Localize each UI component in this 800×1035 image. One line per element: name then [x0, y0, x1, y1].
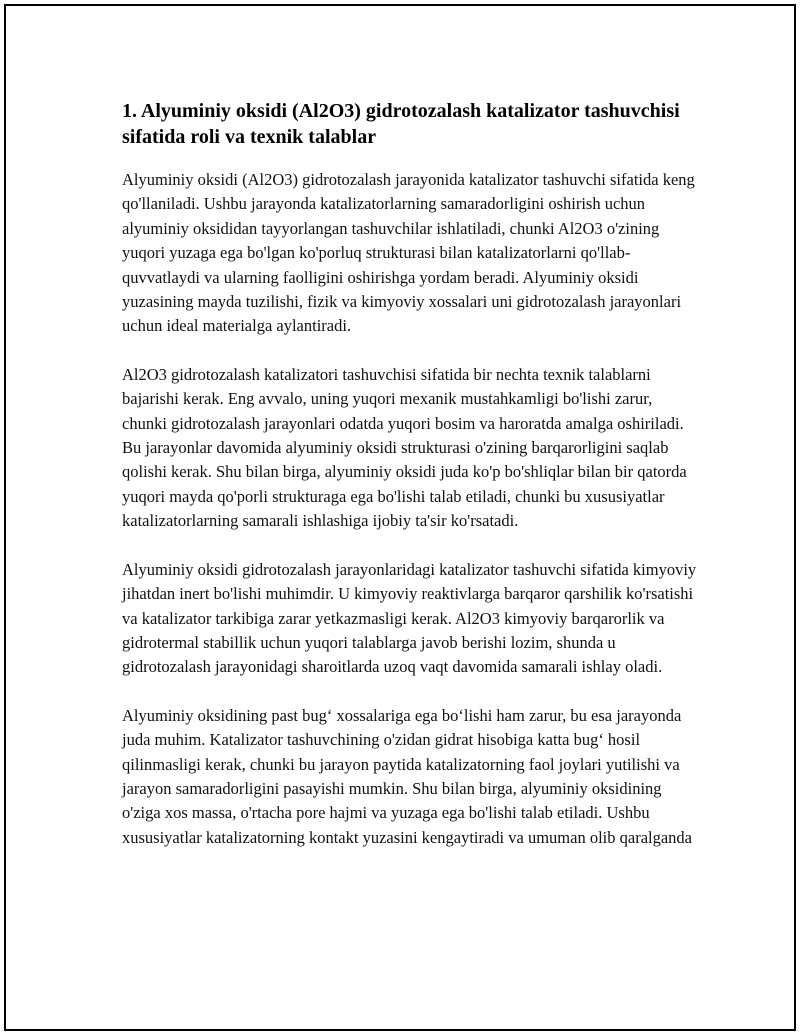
paragraph-1: Alyuminiy oksidi (Al2O3) gidrotozalash jarayonida katalizator tashuvchi sifatida keng qo'llaniladi. Ushbu jarayonda katalizatorlarning samaradorligini oshirish uchun alyuminiy oksididan tayyorlangan tashuvchilar ishlatiladi, chunki Al2O3 o'zining yuqori yuzaga ega bo'lgan ko'porluq strukturasi bilan katalizatorlarni qo'llab-quvvatlaydi va ularning faolligini oshirishga yordam beradi. Alyuminiy oksidi yuzasining mayda tuzilishi, fizik va kimyoviy xossalari uni gidrotozalash jarayonlari uchun ideal materialga aylantiradi.: [122, 170, 695, 336]
paragraph-4: Alyuminiy oksidining past bug‘ xossalariga ega bo‘lishi ham zarur, bu esa jarayonda juda muhim. Katalizator tashuvchining o'zidan gidrat hisobiga katta bug‘ hosil qilinmasligi kerak, chunki bu jarayon paytida katalizatorning faol joylari yutilishi va jarayon samaradorligini pasayishi mumkin. Shu bilan birga, alyuminiy oksidining o'ziga xos massa, o'rtacha pore hajmi va yuzaga ega bo'lishi talab etiladi. Ushbu xususiyatlar katalizatorning kontakt yuzasini kengaytiradi va umuman olib qaralganda: [122, 705, 692, 847]
paragraph-2: Al2O3 gidrotozalash katalizatori tashuvchisi sifatida bir nechta texnik talablarni bajarishi kerak. Eng avvalo, uning yuqori mexanik mustahkamligi bo'lishi zarur, chunki gidrotozalash jarayonlari odatda yuqori bosim va haroratda amalga oshiriladi. Bu jarayonlar davomida alyuminiy oksidi strukturasi o'zining barqarorligini saqlab qolishi kerak. Shu bilan birga, alyuminiy oksidi juda ko'p bo'shliqlar bilan bir qatorda yuqori mayda qo'porli strukturaga ega bo'lishi talab etiladi, chunki bu xususiyatlar katalizatorlarning samarali ishlashiga ijobiy ta'sir ko'rsatadi.: [122, 364, 687, 531]
document-body: [122, 98, 700, 874]
paragraph-3: Alyuminiy oksidi gidrotozalash jarayonlaridagi katalizator tashuvchi sifatida kimyoviy jihatdan inert bo'lishi muhimdir. U kimyoviy reaktivlarga barqaror qarshilik ko'rsatishi va katalizator tarkibiga zarar yetkazmasligi kerak. Al2O3 kimyoviy barqarorlik va gidrotermal stabillik uchun yuqori talablarga javob berishi lozim, shunda u gidrotozalash jarayonidagi sharoitlarda uzoq vaqt davomida samarali ishlay oladi.: [122, 559, 697, 677]
document-title: 1. Alyuminiy oksidi (Al2O3) gidrotozalash katalizator tashuvchisi sifatida roli va texnik talablar: [122, 100, 680, 148]
document-page: [4, 4, 796, 1031]
